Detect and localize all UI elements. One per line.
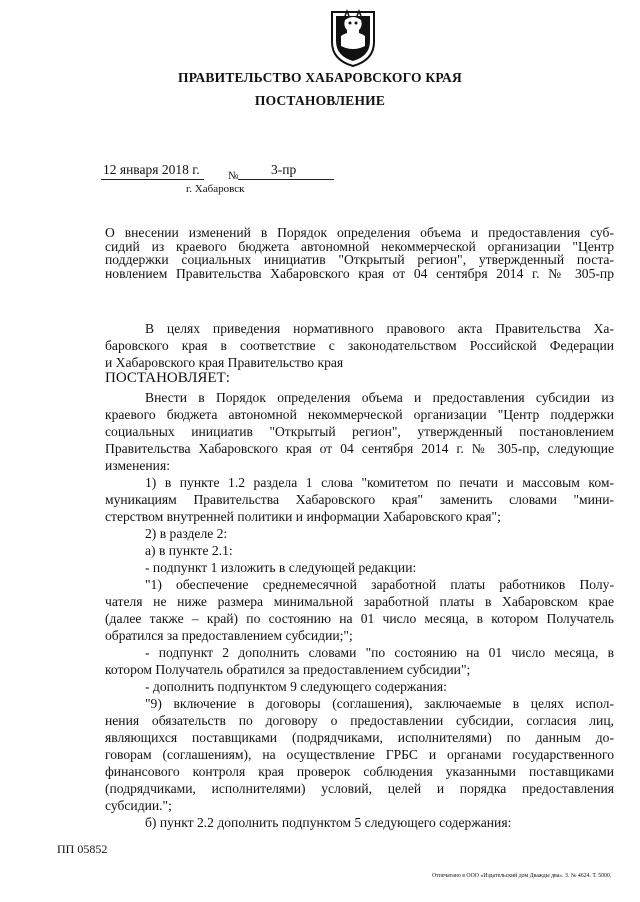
preamble-line: и Хабаровского края Правительство края — [105, 355, 344, 370]
body-line: б) пункт 2.2 дополнить подпунктом 5 следующего содержания: — [145, 815, 512, 830]
number-underline — [238, 179, 334, 180]
coat-of-arms-emblem — [329, 6, 377, 68]
body-line: - дополнить подпунктом 9 следующего содержания: — [145, 679, 447, 694]
government-name: ПРАВИТЕЛЬСТВО ХАБАРОВСКОГО КРАЯ — [178, 70, 462, 85]
title-line: сидий из краевого бюджета автономной некоммерческой организации "Центр — [105, 238, 614, 254]
body-line: социальных инициатив "Открытый регион", утвержденный постановлением — [105, 424, 614, 439]
number-sign: № — [228, 170, 239, 182]
body-line: (далее также – край) по состоянию на 01 число месяца, в котором Получатель — [105, 611, 614, 626]
body-line: котором Получатель обратился за предоставлением субсидии"; — [105, 662, 471, 677]
body-line: "1) обеспечение среднемесячной заработной платы работников Полу- — [145, 577, 614, 592]
body-line: говорам (соглашениям), на осуществление ГРБС и органами государственного — [105, 747, 614, 762]
preamble — [105, 320, 614, 371]
body-line: являющихся поставщиками (подрядчиками, исполнителями) по данным до- — [105, 730, 614, 745]
body-line: "9) включение в договоры (соглашения), заключаемые в целях испол- — [145, 696, 614, 711]
body-line: - подпункт 2 дополнить словами "по состоянию на 01 число месяца, в — [145, 645, 614, 660]
title-line: поддержки социальных инициатив "Открытый регион", утвержденный поста- — [105, 252, 614, 267]
body-line: 1) в пункте 1.2 раздела 1 слова "комитетом по печати и массовым ком- — [145, 475, 614, 490]
preamble-line: баровского края в соответствие с законодательством Российской Федерации — [105, 338, 614, 353]
body-line: обратился за предоставлением субсидии;"; — [105, 628, 353, 643]
body-line: (подрядчиками, исполнителями) условий, целей и порядка предоставления — [105, 781, 614, 796]
body-line: финансового контроля края проверок соблюдения указанными поставщиками — [105, 764, 614, 779]
document-type-heading: ПОСТАНОВЛЕНИЕ — [254, 93, 386, 108]
body-line: Внести в Порядок определения объема и предоставления субсидии из — [145, 390, 614, 405]
body-line: стерством внутренней политики и информации Хабаровского края"; — [105, 509, 501, 524]
document-title — [105, 226, 614, 280]
document-number: 3-пр — [271, 162, 297, 177]
body-line: нения обязательств по договору о предоставлении субсидии, согласия лиц, — [105, 713, 614, 728]
body-line: муникациям Правительства Хабаровского края" заменить словами "мини- — [105, 492, 614, 507]
preamble-line: В целях приведения нормативного правового акта Правительства Ха- — [145, 321, 614, 336]
body-line: а) в пункте 2.1: — [145, 543, 233, 558]
body-line: краевого бюджета автономной некоммерческой организации "Центр поддержки — [105, 407, 614, 422]
body-line: чателя не ниже размера минимальной заработной платы в Хабаровском крае — [105, 594, 614, 609]
document-date: 12 января 2018 г. — [103, 162, 200, 177]
body-line: - подпункт 1 изложить в следующей редакции: — [145, 560, 417, 575]
body-line: изменения: — [105, 458, 170, 473]
document-code: ПП 05852 — [57, 842, 108, 856]
date-underline — [101, 179, 204, 180]
body-line: субсидии."; — [105, 798, 172, 813]
document-city: г. Хабаровск — [186, 183, 245, 195]
postanovlyaet-heading: ПОСТАНОВЛЯЕТ: — [105, 370, 230, 386]
document-body — [105, 389, 614, 831]
body-line: 2) в разделе 2: — [145, 526, 228, 541]
title-line: О внесении изменений в Порядок определения объема и предоставления суб- — [105, 225, 614, 240]
body-line: Правительства Хабаровского края от 04 сентября 2014 г. № 305-пр, следующие — [105, 441, 614, 456]
printer-imprint: Отпечатано в ООО «Издательский дом Дважды два». З. № 4624. Т. 5000. — [432, 873, 612, 879]
title-line: новлением Правительства Хабаровского края от 04 сентября 2014 г. № 305-пр — [105, 265, 614, 281]
